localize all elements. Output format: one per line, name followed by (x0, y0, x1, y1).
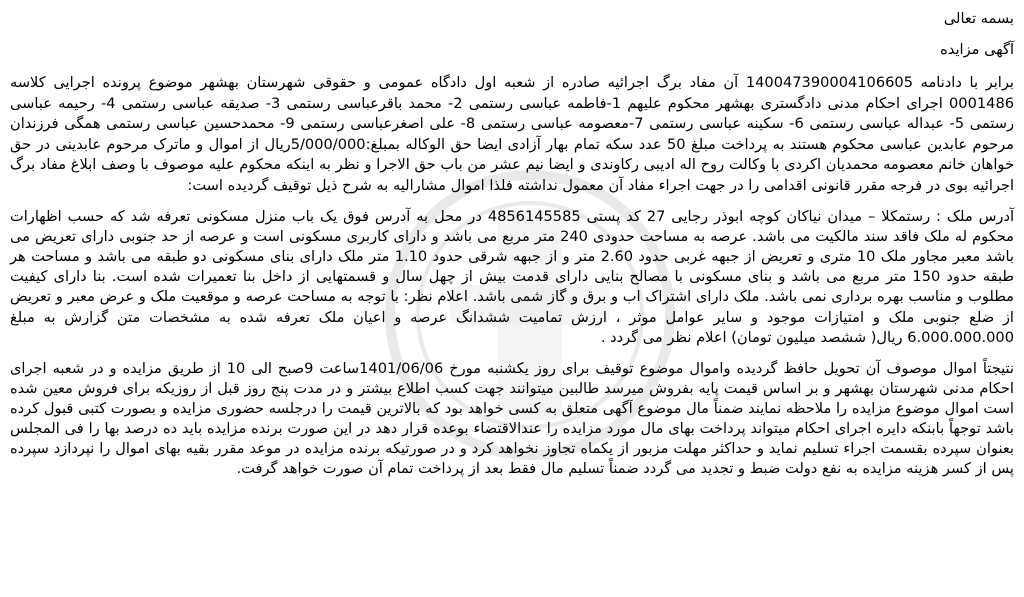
notice-paragraph-auction-terms: نتیجتاً اموال موصوف آن تحویل حافظ گردیده واموال موضوع توقیف برای روز یکشنبه مورخ 1401/06/06ساعت 9صبح الی 10 از طریق مزایده و در شعبه اجرای احکام مدنی شهرستان بهشهر و بر اساس قیمت پایه بفروش میرسد طالبین میتوانند جهت کسب اطلاع بیشتر و در مدت پنج روز قبل از روزیکه برای فروش معین شده است اموال موضوع مزایده را ملاحظه نمایند ضمناً مال موضوع آگهی متعلق به کسی خواهد بود که بالاترین قیمت را درجلسه حضوری مزایده و بصورت کتبی قبول کرده باشد توجهاً بابنکه دایره اجرای احکام میتواند پرداخت بهای مال مورد مزایده را عندالاقتضاء بوعده قرار دهد در این صورت برنده مزایده باید ده درصد بها را فی المجلس بعنوان سپرده بقسمت اجراء تسلیم نماید و حداکثر مهلت مزبور از یکماه تجاوز نخواهد کرد و در صورتیکه برنده مزایده در موعد مقرر بقیه بهای اموال را نپردازد سپرده پس از کسر هزینه مزایده به نفع دولت ضبط و تجدید می گردد ضمناً تسلیم مال فقط بعد از پرداخت تمام آن صورت خواهد گرفت. (10, 359, 1014, 477)
notice-title: آگهی مزایده (940, 41, 1014, 58)
notice-paragraph-property: آدرس ملک : رستمکلا – میدان نیاکان کوچه ابوذر رجایی 27 کد پستی 4856145585 در محل به آدرس فوق یک باب منزل مسکونی تعرفه شد که حسب اظهارات محکوم له ملک فاقد سند مالکیت می باشد. عرصه به مساحت حدودی 240 متر مربع می باشد و دارای کاربری مسکونی است و عرصه از حد جنوبی دارای تعریض می باشد معبر مجاور ملک 10 متری و تعریض از جبهه غربی حدود 2.60 متر و از جبهه شرقی حدود 1.10 متر ملک دارای بنای مسکونی دو طبقه می باشد و مساحت هر طبقه حدود 150 متر مربع می باشد و بنای مسکونی با مصالح بنایی دارای قدمت بیش از چهل سال و قسمتهایی از داخل بنا تعمیرات شده است. بنا دارای کیفیت مطلوب و مناسب بهره برداری نمی باشد. ملک دارای اشتراک اب و برق و گاز شمی باشد. اعلام نظر: با توجه به مساحت عرصه و موقعیت ملک و عرض معبر و تعریض از ضلع جنوبی ملک و امتیازات موجود و سایر عوامل موثر ، ارزش تمامیت ششدانگ عرصه و اعیان ملک تعرفه شده به مشخصات متن گزارش به مبلغ 6.000.000.000 ریال( ششصد میلیون تومان) اعلام نظر می گردد . (10, 207, 1014, 346)
notice-paragraph-verdict: برابر با دادنامه 140047390004106605 آن مفاد برگ اجرائیه صادره از شعبه اول دادگاه عمومی و حقوقی شهرستان بهشهر موضوع پرونده اجرایی کلاسه 0001486 اجرای احکام مدنی دادگستری بهشهر محکوم علیهم 1-فاطمه عباسی رستمی 2- محمد باقرعباسی رستمی 3- صدیقه عباسی رستمی 4- رحیمه عباسی رستمی 5- عبداله عباسی رستمی 6- سکینه عباسی رستمی 7-معصومه عباسی رستمی 8- علی اصغرعباسی رستمی 9- محمدحسین عباسی رستمی همگی فرزندان مرحوم عابدین عباسی محکوم هستند به پرداخت مبلغ 50 عدد سکه تمام بهار آزادی ایضا حق الوکاله بمبلغ:5/000/000ریال از اموال و ماترک مرحوم عابدینی در حق خواهان خانم معصومه محمدیان اکردی با وکالت روح اله ادیبی رکاوندی و ایضا نیم عشر من باب حق الاجرا و نظر به اینکه محکوم علیه موصوف با وصف ابلاغ مفاد برگ اجرائیه بوی در فرجه مقرر قانونی اقدامی را در جهت اجراء مفاد آن معمول نداشته فلذا اموال مشارالیه به شرح ذیل توقیف گردیده است: (10, 74, 1015, 194)
basmala-line: بسمه تعالی (943, 10, 1014, 27)
auction-notice-document (10, 8, 1014, 479)
